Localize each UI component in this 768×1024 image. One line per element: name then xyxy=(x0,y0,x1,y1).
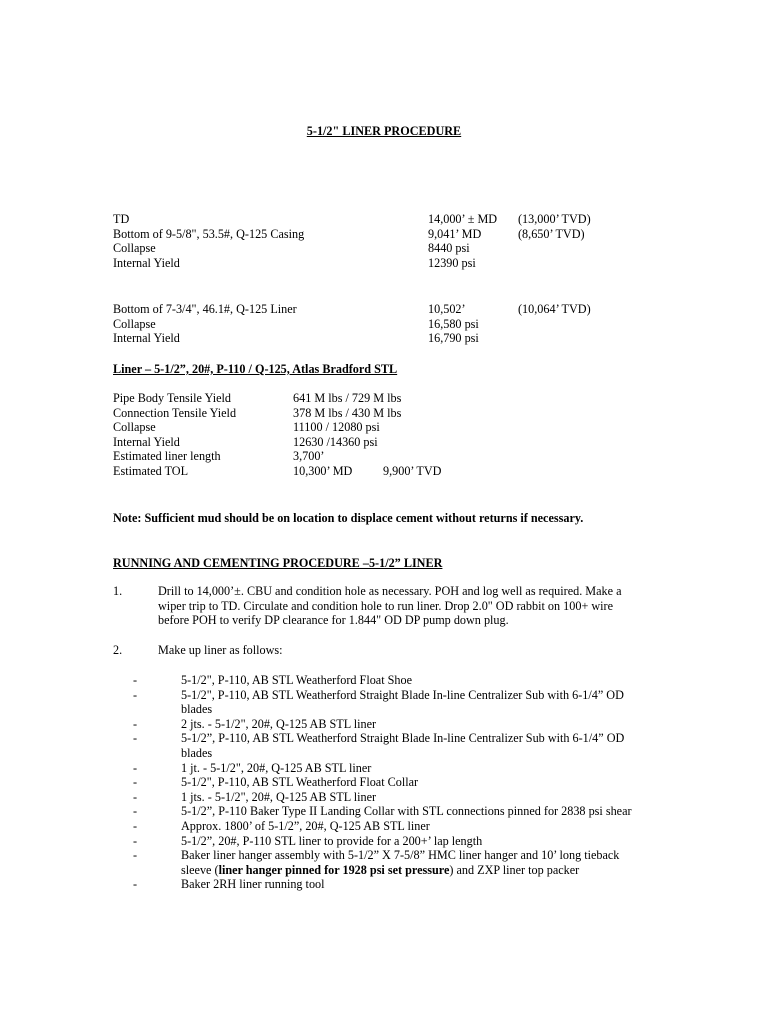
bullet-markers xyxy=(133,673,137,892)
bullet-marker: - xyxy=(133,687,138,702)
liner-spec-value: 10,300’ MD xyxy=(293,463,353,478)
liner-spec-label: Collapse xyxy=(113,420,156,435)
liner-spec-value: 641 M lbs / 729 M lbs xyxy=(293,391,402,405)
casing-values xyxy=(428,212,497,270)
casing-label: Internal Yield xyxy=(113,255,180,270)
list-item: 1 jts. - 5-1/2", 20#, Q-125 AB STL liner xyxy=(181,789,377,804)
casing-tvd xyxy=(518,212,591,241)
step-2-number: 2. xyxy=(113,643,123,657)
list-item: 5-1/2”, P-110 Baker Type II Landing Collar with STL connections pinned for 2838 psi shear xyxy=(181,804,632,819)
liner-7-3-4-tvd-value: (10,064’ TVD) xyxy=(518,302,591,316)
liner-components-list xyxy=(181,673,632,892)
bullet-marker: - xyxy=(133,877,138,892)
list-item: 5-1/2", P-110, AB STL Weatherford Float Shoe xyxy=(181,673,413,687)
liner-spec-label: Internal Yield xyxy=(113,434,180,449)
step-1-text xyxy=(158,584,622,628)
step-1-line: before POH to verify DP clearance for 1.844" OD DP pump down plug. xyxy=(158,613,509,628)
liner-7-3-4-values xyxy=(428,302,479,346)
casing-tvd-value: (13,000’ TVD) xyxy=(518,212,591,226)
section-heading: RUNNING AND CEMENTING PROCEDURE –5-1/2” LINER xyxy=(113,556,443,570)
bullet-marker: - xyxy=(133,789,138,804)
hanger-pre-text: sleeve ( xyxy=(181,862,219,877)
step-2-text: Make up liner as follows: xyxy=(158,643,283,657)
tol-tvd-value: 9,900’ TVD xyxy=(383,464,442,478)
list-item-continuation: blades xyxy=(181,745,213,760)
liner-7-3-4-label: Bottom of 7-3/4", 46.1#, Q-125 Liner xyxy=(113,302,297,316)
step-1-line: wiper trip to TD. Circulate and condition hole to run liner. Drop 2.0" OD rabbit on 100+ wire xyxy=(158,598,614,613)
list-item: Baker 2RH liner running tool xyxy=(181,877,325,892)
liner-spec-value: 378 M lbs / 430 M lbs xyxy=(293,405,402,420)
liner-7-3-4-value: 16,580 psi xyxy=(428,316,479,331)
liner-spec-label: Estimated liner length xyxy=(113,449,221,464)
list-item: Approx. 1800’ of 5-1/2”, 20#, Q-125 AB STL liner xyxy=(181,818,430,833)
note-text: Note: Sufficient mud should be on location to displace cement without returns if necessary. xyxy=(113,511,584,525)
list-item-continuation: blades xyxy=(181,702,213,717)
liner-spec-label: Pipe Body Tensile Yield xyxy=(113,391,231,405)
casing-value: 8440 psi xyxy=(428,241,470,256)
list-item-continuation xyxy=(181,863,632,878)
liner-7-3-4-value: 16,790 psi xyxy=(428,331,479,346)
casing-label: Collapse xyxy=(113,241,156,256)
list-item: 1 jt. - 5-1/2", 20#, Q-125 AB STL liner xyxy=(181,760,372,775)
casing-value: 14,000’ ± MD xyxy=(428,212,498,226)
casing-label: Bottom of 9-5/8", 53.5#, Q-125 Casing xyxy=(113,226,305,241)
bullet-marker: - xyxy=(133,818,138,833)
document-title: 5-1/2" LINER PROCEDURE xyxy=(306,124,462,138)
list-item: 5-1/2", P-110, AB STL Weatherford Float Collar xyxy=(181,775,419,790)
bullet-marker: - xyxy=(133,833,138,848)
bullet-marker: - xyxy=(133,731,138,746)
liner-7-3-4-label: Collapse xyxy=(113,316,156,331)
liner-spec-value: 11100 / 12080 psi xyxy=(293,420,380,435)
bullet-marker: - xyxy=(133,848,138,863)
list-item: 2 jts. - 5-1/2", 20#, Q-125 AB STL liner xyxy=(181,716,377,731)
hanger-set-pressure-text: liner hanger pinned for 1928 psi set pressure xyxy=(218,862,450,877)
liner-spec-value: 12630 /14360 psi xyxy=(293,434,378,449)
liner-spec-heading: Liner – 5-1/2”, 20#, P-110 / Q-125, Atlas Bradford STL xyxy=(113,362,398,376)
casing-value: 12390 psi xyxy=(428,255,476,270)
bullet-marker: - xyxy=(133,804,138,819)
bullet-marker: - xyxy=(133,673,138,687)
bullet-marker: - xyxy=(133,775,138,790)
liner-7-3-4-tvd xyxy=(518,302,591,317)
casing-label: TD xyxy=(113,212,130,226)
liner-spec-label: Estimated TOL xyxy=(113,463,189,478)
list-item: 5-1/2”, 20#, P-110 STL liner to provide for a 200+’ lap length xyxy=(181,833,483,848)
step-1-number: 1. xyxy=(113,584,123,598)
liner-spec-labels xyxy=(113,391,236,479)
hanger-post-text: ) and ZXP liner top packer xyxy=(449,862,580,877)
casing-labels xyxy=(113,212,304,270)
bullet-marker: - xyxy=(133,760,138,775)
list-item: Baker liner hanger assembly with 5-1/2” X 7-5/8” HMC liner hanger and 10’ long tieback xyxy=(181,848,620,863)
casing-tvd-value: (8,650’ TVD) xyxy=(518,226,585,241)
liner-spec-value: 3,700’ xyxy=(293,449,325,464)
list-item: 5-1/2", P-110, AB STL Weatherford Straight Blade In-line Centralizer Sub with 6-1/4” OD xyxy=(181,687,624,702)
casing-value: 9,041’ MD xyxy=(428,226,482,241)
bullet-marker: - xyxy=(133,716,138,731)
liner-7-3-4-label: Internal Yield xyxy=(113,331,180,346)
liner-7-3-4-labels xyxy=(113,302,297,346)
step-1-line: Drill to 14,000’±. CBU and condition hole as necessary. POH and log well as required. Make a xyxy=(158,584,622,598)
list-item: 5-1/2”, P-110, AB STL Weatherford Straight Blade In-line Centralizer Sub with 6-1/4” OD xyxy=(181,731,625,746)
liner-7-3-4-value: 10,502’ xyxy=(428,302,466,316)
liner-spec-label: Connection Tensile Yield xyxy=(113,405,237,420)
